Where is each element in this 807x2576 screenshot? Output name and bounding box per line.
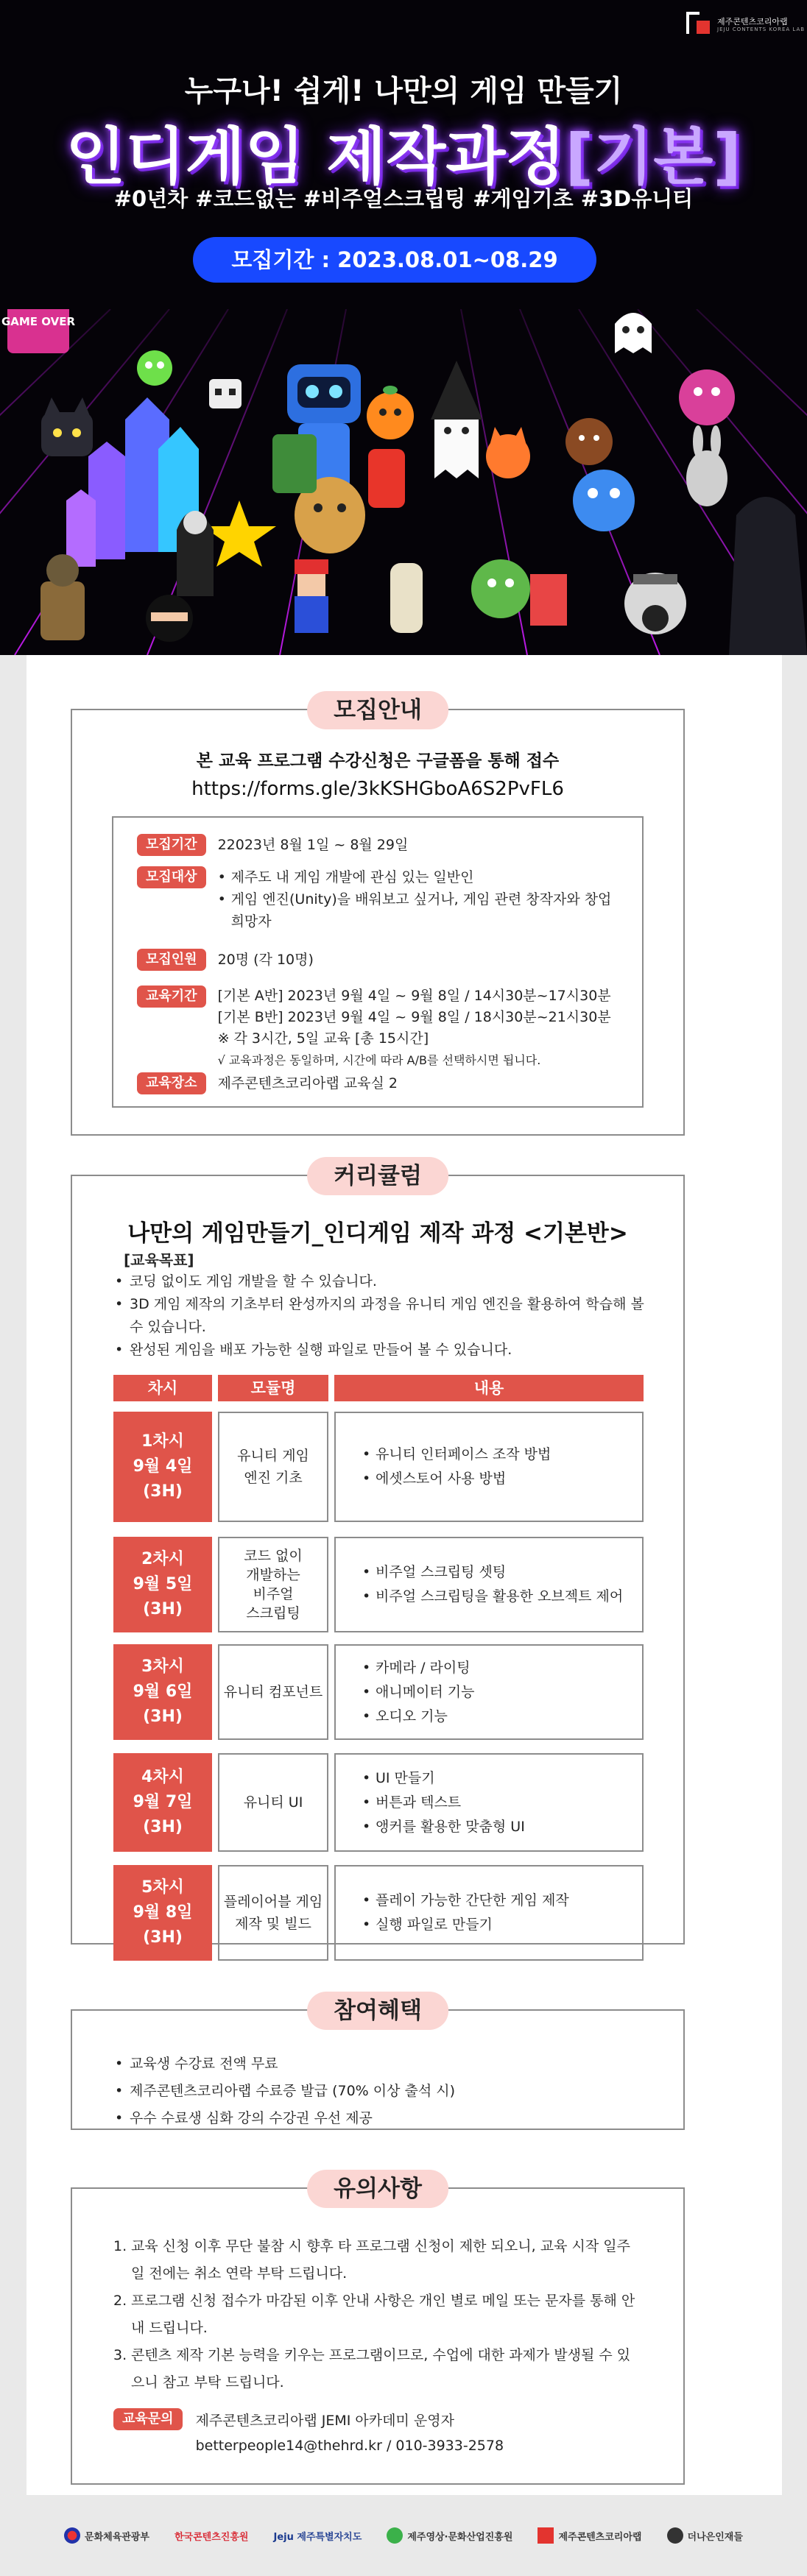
org-logo-name: 제주콘텐츠코리아랩 [717, 16, 788, 26]
col-header-module: 모듈명 [218, 1375, 328, 1401]
notice-section [71, 2176, 685, 2485]
recruit-period-pill: 모집기간 : 2023.08.01~08.29 [193, 237, 596, 283]
session-date: 9월 4일 [133, 1457, 193, 1476]
curriculum-heading: 커리큘럼 [307, 1157, 448, 1195]
benefits-section [71, 1998, 685, 2130]
ckl-emblem-icon [538, 2527, 554, 2544]
module-cell: 플레이어블 게임 제작 및 빌드 [218, 1865, 328, 1961]
schedule-note: √ 교육과정은 동일하며, 시간에 따라 A/B를 선택하시면 됩니다. [217, 1053, 541, 1067]
hero-subtitle: 누구나! 쉽게! 나만의 게임 만들기 [184, 74, 623, 108]
recruit-row-value: 22023년 8월 1일 ~ 8월 29일 [217, 837, 409, 853]
session-date: 9월 5일 [133, 1575, 193, 1593]
hero-banner [0, 0, 807, 655]
benefits-list [113, 2050, 455, 2132]
recruit-target-item: • 제주도 내 게임 개발에 관심 있는 일반인 [218, 866, 616, 888]
session-no: 5차시 [141, 1878, 184, 1897]
content-item: • 카메라 / 라이팅 [362, 1656, 475, 1680]
content-item: • 애니메이터 기능 [362, 1680, 475, 1705]
zombie-character [471, 559, 530, 618]
notice-item: 1. 교육 신청 이후 무단 불참 시 향후 타 프로그램 신청이 제한 되오니, 교육 시작 일주일 전에는 취소 연락 부탁 드립니다. [113, 2238, 630, 2282]
recruit-desc: 본 교육 프로그램 수강신청은 구글폼을 통해 접수 [196, 751, 560, 771]
recruit-row-target [137, 866, 616, 933]
mcst-emblem-icon [64, 2527, 80, 2544]
contact-line: 제주콘텐츠코리아랩 JEMI 아카데미 운영자 [195, 2413, 454, 2429]
logo-ckl: 제주콘텐츠코리아랩 [538, 2527, 641, 2544]
notice-item-text: 콘텐츠 제작 기본 능력을 키우는 프로그램이므로, 수업에 대한 과제가 발생될 수 있으니 참고 부탁 드립니다. [131, 2347, 631, 2391]
notice-item-text: 프로그램 신청 접수가 마감된 이후 안내 사항은 개인 별로 메일 또는 문자를 통해 안내 드립니다. [131, 2293, 635, 2336]
notice-item: 3. 콘텐츠 제작 기본 능력을 키우는 프로그램이므로, 수업에 대한 과제가 발생될 수 있으니 참고 부탁 드립니다. [113, 2347, 631, 2391]
contact-info [113, 2408, 504, 2458]
content-area [0, 655, 807, 2576]
contact-label: 교육문의 [113, 2408, 183, 2430]
contact-line[interactable]: betterpeople14@thehrd.kr / 010-3933-2578 [195, 2438, 504, 2454]
recruit-row-schedule [137, 986, 611, 1071]
content-item: • 유니티 인터페이스 조작 방법 [362, 1443, 551, 1467]
content-item: • 앵커를 활용한 맞춤형 UI [362, 1815, 525, 1839]
recruit-row-label: 교육장소 [137, 1072, 206, 1094]
recruit-row-value: 제주콘텐츠코리아랩 교육실 2 [217, 1075, 398, 1091]
module-cell: 유니티 게임 엔진 기초 [218, 1412, 328, 1522]
session-cell [113, 1865, 212, 1961]
skull-character [209, 379, 242, 408]
hero-title-highlight: [기본] [565, 121, 741, 193]
game-over-text: GAME OVER [1, 315, 76, 328]
recruit-row-value: 20명 (각 10명) [217, 952, 314, 968]
session-date: 9월 7일 [133, 1793, 193, 1811]
recruit-section [71, 697, 685, 1136]
content-item: • 실행 파일로 만들기 [362, 1913, 569, 1937]
org-logo-mark [686, 12, 711, 37]
logo-mcst: 문화체육관광부 [64, 2527, 149, 2544]
module-cell: 코드 없이 개발하는 비주얼 스크립팅 [218, 1537, 328, 1632]
curriculum-title: 나만의 게임만들기_인디게임 제작 과정 <기본반> [127, 1220, 628, 1247]
sponsor-logos [0, 2495, 807, 2576]
recruit-form-link[interactable]: https://forms.gle/3kKSHGboA6S2PvFL6 [191, 778, 564, 800]
content-item: • 오디오 기능 [362, 1705, 475, 1729]
module-cell: 유니티 컴포넌트 [218, 1644, 328, 1740]
orange-character [367, 386, 414, 439]
col-header-content: 내용 [334, 1375, 644, 1401]
benefits-heading: 참여혜택 [307, 1992, 448, 2030]
logo-jeju: Jeju 제주특별자치도 [273, 2531, 362, 2543]
session-hours: (3H) [143, 1708, 183, 1726]
content-cell [334, 1537, 644, 1632]
recruit-row-period [137, 834, 408, 856]
goal-item: • 3D 게임 제작의 기초부터 완성까지의 과정을 유니티 게임 엔진을 활용하여 학습해 볼 수 있습니다. [113, 1293, 658, 1339]
content-item: • 에셋스토어 사용 방법 [362, 1467, 551, 1491]
col-header-session: 차시 [113, 1375, 212, 1401]
pixel-plumber-character [295, 559, 328, 633]
org-logo [686, 12, 805, 37]
thehrd-emblem-icon [667, 2527, 683, 2544]
benefit-item: • 교육생 수강료 전액 무료 [113, 2050, 455, 2078]
black-cat-character [41, 397, 93, 456]
rabbit-character [686, 425, 727, 506]
notice-item: 2. 프로그램 신청 접수가 마감된 이후 안내 사항은 개인 별로 메일 또는 문자를 통해 안내 드립니다. [113, 2293, 635, 2336]
session-date: 9월 6일 [133, 1682, 193, 1701]
virus-character [137, 350, 172, 386]
session-date: 9월 8일 [133, 1903, 193, 1922]
session-cell [113, 1644, 212, 1740]
red-monster-character [368, 449, 405, 508]
schedule-line: [기본 B반] 2023년 9월 4일 ~ 9월 8일 / 18시30분~21시30분 [217, 1009, 611, 1025]
session-hours: (3H) [143, 1818, 183, 1836]
ninja-character [146, 595, 193, 642]
content-cell [334, 1412, 644, 1522]
recruit-row-label: 모집기간 [137, 834, 206, 856]
benefit-item: • 제주콘텐츠코리아랩 수료증 발급 (70% 이상 출석 시) [113, 2078, 455, 2105]
pink-monster-character [679, 369, 735, 425]
content-item: • 플레이 가능한 간단한 게임 제작 [362, 1889, 569, 1913]
goal-item: • 완성된 게임을 배포 가능한 실행 파일로 만들어 볼 수 있습니다. [113, 1339, 658, 1362]
goal-item: • 코딩 없이도 게임 개발을 할 수 있습니다. [113, 1270, 658, 1293]
module-cell: 유니티 UI [218, 1753, 328, 1852]
content-item: • 비주얼 스크립팅을 활용한 오브젝트 제어 [362, 1585, 623, 1609]
notice-list [113, 2233, 644, 2396]
content-item: • UI 만들기 [362, 1766, 525, 1791]
knight-character [624, 573, 686, 634]
notice-heading: 유의사항 [307, 2170, 448, 2208]
session-no: 2차시 [141, 1550, 184, 1568]
blue-monster-character [573, 470, 635, 531]
shadow-figure-character [729, 497, 807, 655]
session-hours: (3H) [143, 1928, 183, 1947]
session-no: 3차시 [141, 1657, 184, 1676]
recruit-target-item: • 게임 엔진(Unity)을 배워보고 싶거나, 게임 관련 창작자와 창업 희망자 [218, 888, 616, 933]
content-item: • 비주얼 스크립팅 셋팅 [362, 1560, 623, 1585]
session-no: 1차시 [141, 1432, 184, 1451]
hero-hashtags: #0년차 #코드없는 #비주얼스크립팅 #게임기초 #3D유니티 [113, 186, 694, 211]
content-cell [334, 1865, 644, 1961]
session-no: 4차시 [141, 1768, 184, 1786]
content-cell [334, 1753, 644, 1852]
recruit-row-place [137, 1072, 398, 1094]
mushroom-character [530, 574, 567, 626]
logo-kocca: 한국콘텐츠진흥원 [174, 2531, 249, 2543]
game-characters-illustration [0, 309, 807, 655]
benefit-item: • 우수 수료생 심화 강의 수강권 우선 제공 [113, 2105, 455, 2132]
reaper-character [177, 511, 214, 596]
notice-item-text: 교육 신청 이후 무단 불참 시 향후 타 프로그램 신청이 제한 되오니, 교육 시작 일주일 전에는 취소 연락 부탁 드립니다. [131, 2238, 630, 2282]
logo-jejuvisual: 제주영상·문화산업진흥원 [387, 2527, 512, 2544]
schedule-line: ※ 각 3시간, 5일 교육 [총 15시간] [217, 1030, 429, 1047]
curriculum-section [71, 1163, 685, 1947]
recruit-heading: 모집안내 [307, 691, 448, 729]
recruit-details [112, 816, 644, 1108]
recruit-row-label: 모집인원 [137, 949, 206, 971]
jeju-visual-emblem-icon [387, 2527, 403, 2544]
session-cell [113, 1537, 212, 1632]
org-logo-sub: JEJU CONTENTS KOREA LAB [717, 26, 806, 32]
goal-list [113, 1270, 658, 1362]
schedule-line: [기본 A반] 2023년 9월 4일 ~ 9월 8일 / 14시30분~17시30분 [217, 988, 611, 1004]
pacman-ghost-character [615, 313, 652, 353]
recruit-row-count [137, 949, 314, 971]
goal-label: [교육목표] [124, 1251, 194, 1269]
session-hours: (3H) [143, 1482, 183, 1501]
session-cell [113, 1412, 212, 1522]
game-over-sign [1, 309, 76, 353]
logo-thehrd: 더나은인재들 [667, 2527, 743, 2544]
shiba-character [565, 418, 613, 465]
soldier-character [40, 554, 85, 640]
content-cell [334, 1644, 644, 1740]
session-cell [113, 1753, 212, 1852]
mummy-character [390, 563, 423, 633]
content-item: • 버튼과 텍스트 [362, 1791, 525, 1815]
recruit-row-label: 모집대상 [137, 866, 206, 888]
session-hours: (3H) [143, 1600, 183, 1618]
green-robot-character [272, 434, 317, 493]
hero-title-main: 인디게임 제작과정 [66, 121, 565, 193]
recruit-row-label: 교육기간 [137, 986, 206, 1008]
